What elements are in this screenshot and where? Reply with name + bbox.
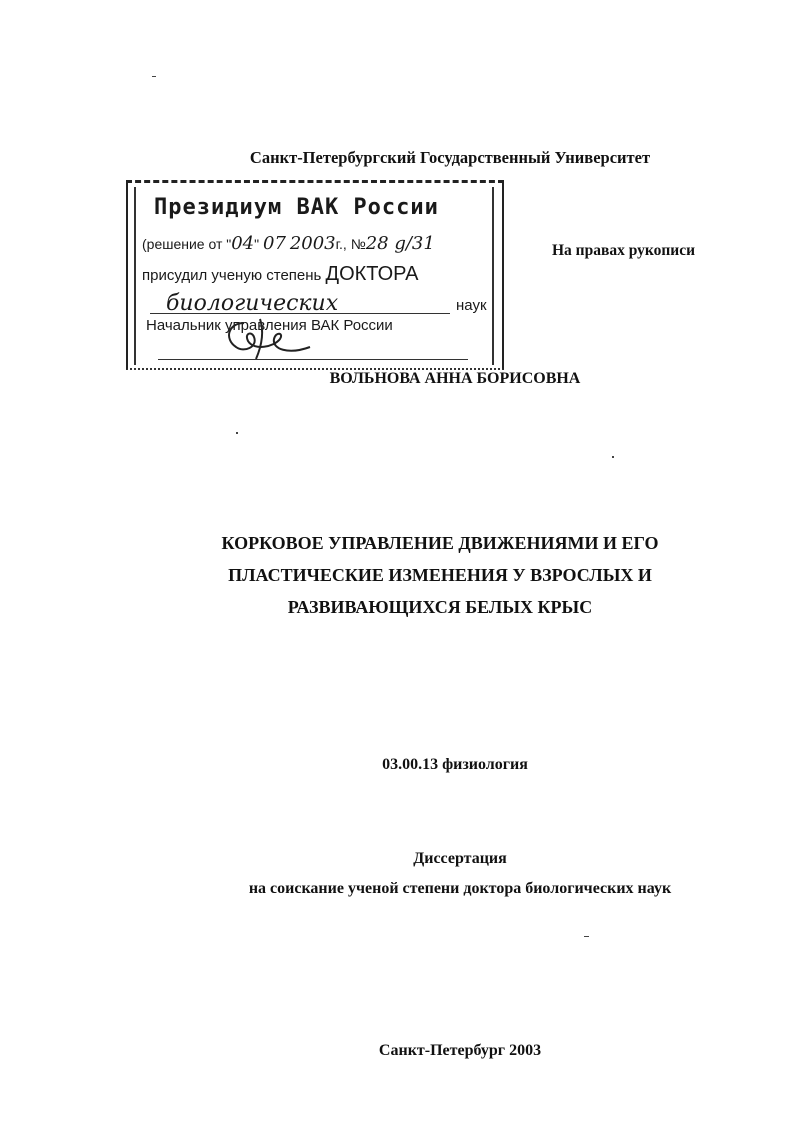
city-year: Санкт-Петербург 2003 [378, 1042, 542, 1059]
stamp-head-title: Начальник управления ВАК России [146, 317, 393, 334]
stamp-title: Президиум ВАК России [154, 195, 439, 220]
signature-icon [214, 317, 334, 361]
stamp-field-handwritten: биологических [166, 291, 339, 316]
stamp-decision-g: г., № [335, 236, 366, 252]
stamp-border-right [492, 187, 496, 365]
stamp-decision-quote: " [254, 236, 260, 252]
thesis-title-line: ПЛАСТИЧЕСКИЕ ИЗМЕНЕНИЯ У ВЗРОСЛЫХ И [228, 565, 652, 585]
university-name: Санкт-Петербургский Государственный Университет [249, 148, 651, 167]
thesis-title-line: РАЗВИВАЮЩИХСЯ БЕЛЫХ КРЫС [287, 597, 593, 617]
vak-approval-stamp [126, 180, 504, 370]
dissertation-description: на соискание ученой степени доктора биологических наук [248, 880, 672, 897]
rights-note: На правах рукописи [552, 242, 696, 259]
thesis-title [140, 527, 740, 623]
stamp-decision-prefix: (решение от " [142, 236, 232, 252]
stamp-degree: ДОКТОРА [325, 263, 419, 285]
stamp-decision-year: 2003 [289, 233, 336, 254]
scan-speck [152, 76, 156, 77]
stamp-field-line [142, 291, 492, 317]
specialty-code: 03.00.13 физиология [382, 756, 528, 773]
stamp-field-underline [150, 313, 450, 314]
stamp-decision-line [142, 233, 435, 254]
stamp-border-left [134, 187, 138, 365]
stamp-awarded-prefix: присудил ученую степень [142, 267, 322, 284]
stamp-field-suffix: наук [456, 297, 487, 314]
stamp-decision-number: 28 g/31 [365, 233, 435, 254]
scan-speck [584, 936, 589, 937]
thesis-title-line: КОРКОВОЕ УПРАВЛЕНИЕ ДВИЖЕНИЯМИ И ЕГО [221, 533, 659, 553]
stamp-signature-line [158, 359, 468, 360]
scan-speck [236, 432, 238, 434]
author-name: ВОЛЬНОВА АННА БОРИСОВНА [329, 370, 581, 387]
scan-speck [612, 456, 614, 458]
stamp-degree-line [142, 263, 419, 286]
dissertation-label: Диссертация [413, 850, 507, 867]
stamp-decision-month: 07 [263, 233, 286, 254]
stamp-decision-day: 04 [231, 233, 255, 254]
